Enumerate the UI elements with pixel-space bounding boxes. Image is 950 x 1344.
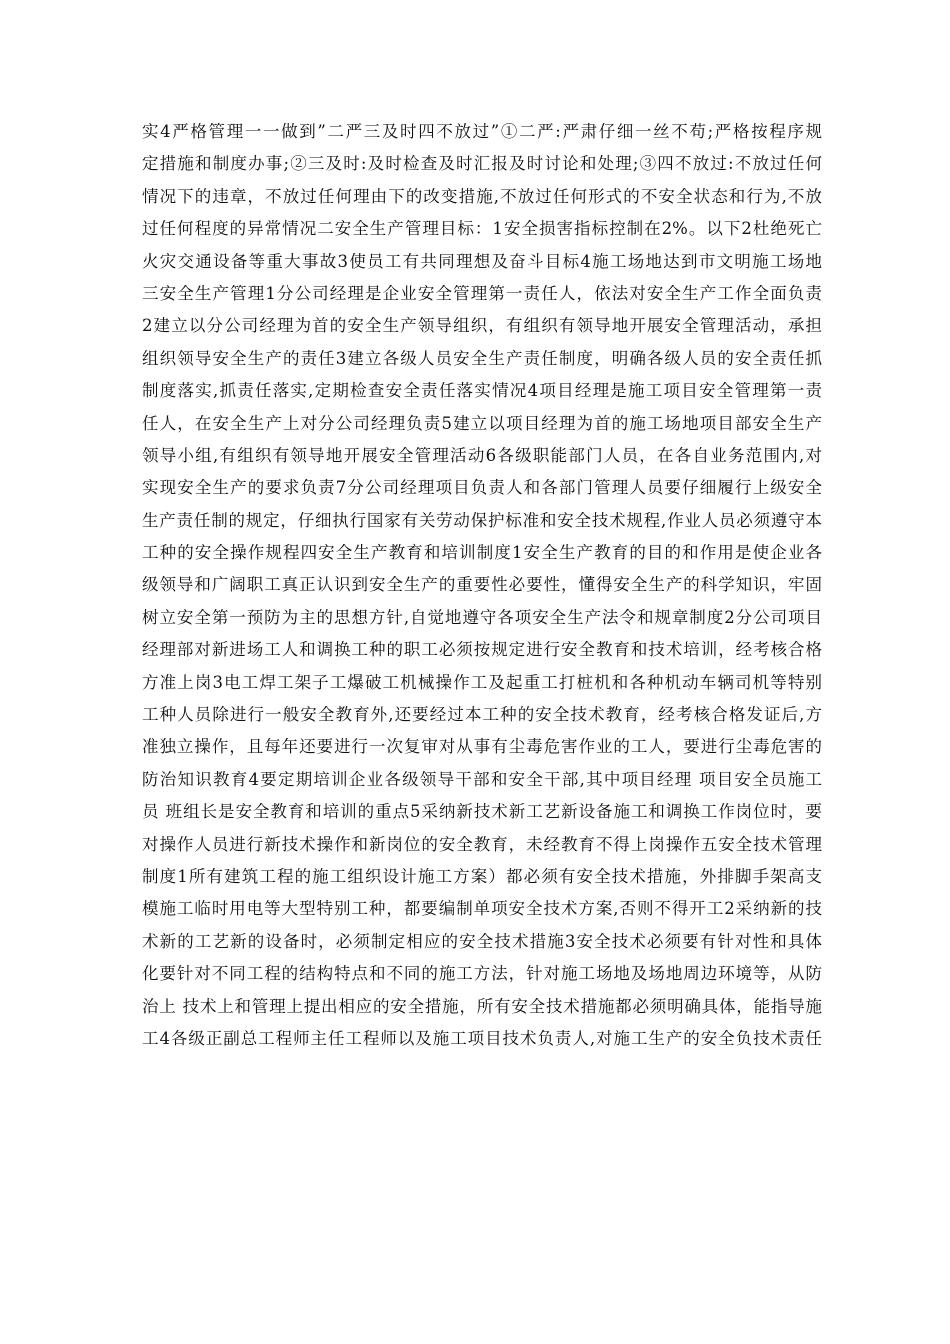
text-line: 制度落实,抓责任落实,定期检查安全责任落实情况4项目经理是施工项目安全管理第一责 <box>142 381 822 401</box>
text-line: 准独立操作，且每年还要进行一次复审对从事有尘毒危害作业的工人，要进行尘毒危害的 <box>142 737 822 757</box>
text-line: 任人，在安全生产上对分公司经理负责5建立以项目经理为首的施工场地项目部安全生产 <box>142 413 822 433</box>
text-line: 过任何程度的异常情况二安全生产管理目标：1安全损害指标控制在2%。以下2杜绝死亡 <box>142 219 822 239</box>
text-line: 树立安全第一预防为主的思想方针,自觉地遵守各项安全生产法令和规章制度2分公司项目 <box>142 607 822 627</box>
text-line: 级领导和广阔职工真正认识到安全生产的重要性必要性，懂得安全生产的科学知识，牢固 <box>142 575 822 595</box>
text-line: 术新的工艺新的设备时，必须制定相应的安全技术措施3安全技术必须要有针对性和具体 <box>142 931 822 951</box>
text-line: 工4各级正副总工程师主任工程师以及施工项目技术负责人,对施工生产的安全负技术责任 <box>142 1028 822 1048</box>
body-text <box>142 116 822 1055</box>
text-line: 领导小组,有组织有领导地开展安全管理活动6各级职能部门人员，在各自业务范围内,对 <box>142 445 822 465</box>
text-line: 2建立以分公司经理为首的安全生产领导组织，有组织有领导地开展安全管理活动，承担 <box>142 316 822 336</box>
text-line: 工种人员除进行一般安全教育外,还要经过本工种的安全技术教育，经考核合格发证后,方 <box>142 705 822 725</box>
text-line: 防治知识教育4要定期培训企业各级领导干部和安全干部,其中项目经理 项目安全员施工 <box>142 769 822 789</box>
text-line: 生产责任制的规定，仔细执行国家有关劳动保护标准和安全技术规程,作业人员必须遵守本 <box>142 510 822 530</box>
text-line: 定措施和制度办事;②三及时:及时检查及时汇报及时讨论和处理;③四不放过:不放过任何 <box>142 154 822 174</box>
text-line: 化要针对不同工程的结构特点和不同的施工方法，针对施工场地及场地周边环境等，从防 <box>142 964 822 984</box>
text-line: 三安全生产管理1分公司经理是企业安全管理第一责任人，依法对安全生产工作全面负责 <box>142 283 822 303</box>
text-line: 实现安全生产的要求负责7分公司经理项目负责人和各部门管理人员要仔细履行上级安全 <box>142 478 822 498</box>
text-line: 员 班组长是安全教育和培训的重点5采纳新技术新工艺新设备施工和调换工作岗位时，要 <box>142 802 822 822</box>
text-line: 情况下的违章，不放过任何理由下的改变措施,不放过任何形式的不安全状态和行为,不放 <box>142 186 822 206</box>
text-line: 工种的安全操作规程四安全生产教育和培训制度1安全生产教育的目的和作用是使企业各 <box>142 543 822 563</box>
text-line: 组织领导安全生产的责任3建立各级人员安全生产责任制度，明确各级人员的安全责任抓 <box>142 348 822 368</box>
text-line: 方准上岗3电工焊工架子工爆破工机械操作工及起重工打桩机和各种机动车辆司机等特别 <box>142 672 822 692</box>
text-line: 治上 技术上和管理上提出相应的安全措施，所有安全技术措施都必须明确具体，能指导施 <box>142 996 822 1016</box>
text-line: 对操作人员进行新技术操作和新岗位的安全教育，未经教育不得上岗操作五安全技术管理 <box>142 834 822 854</box>
text-line: 火灾交通设备等重大事故3使员工有共同理想及奋斗目标4施工场地达到市文明施工场地 <box>142 251 822 271</box>
text-line: 实4严格管理一一做到”二严三及时四不放过”①二严:严肃仔细一丝不苟;严格按程序规 <box>142 122 822 141</box>
text-line: 经理部对新进场工人和调换工种的职工必须按规定进行安全教育和技术培训，经考核合格 <box>142 640 822 660</box>
text-line: 模施工临时用电等大型特别工种，都要编制单项安全技术方案,否则不得开工2采纳新的技 <box>142 899 822 919</box>
text-line: 制度1所有建筑工程的施工组织设计施工方案）都必须有安全技术措施，外排脚手架高支 <box>142 866 822 886</box>
